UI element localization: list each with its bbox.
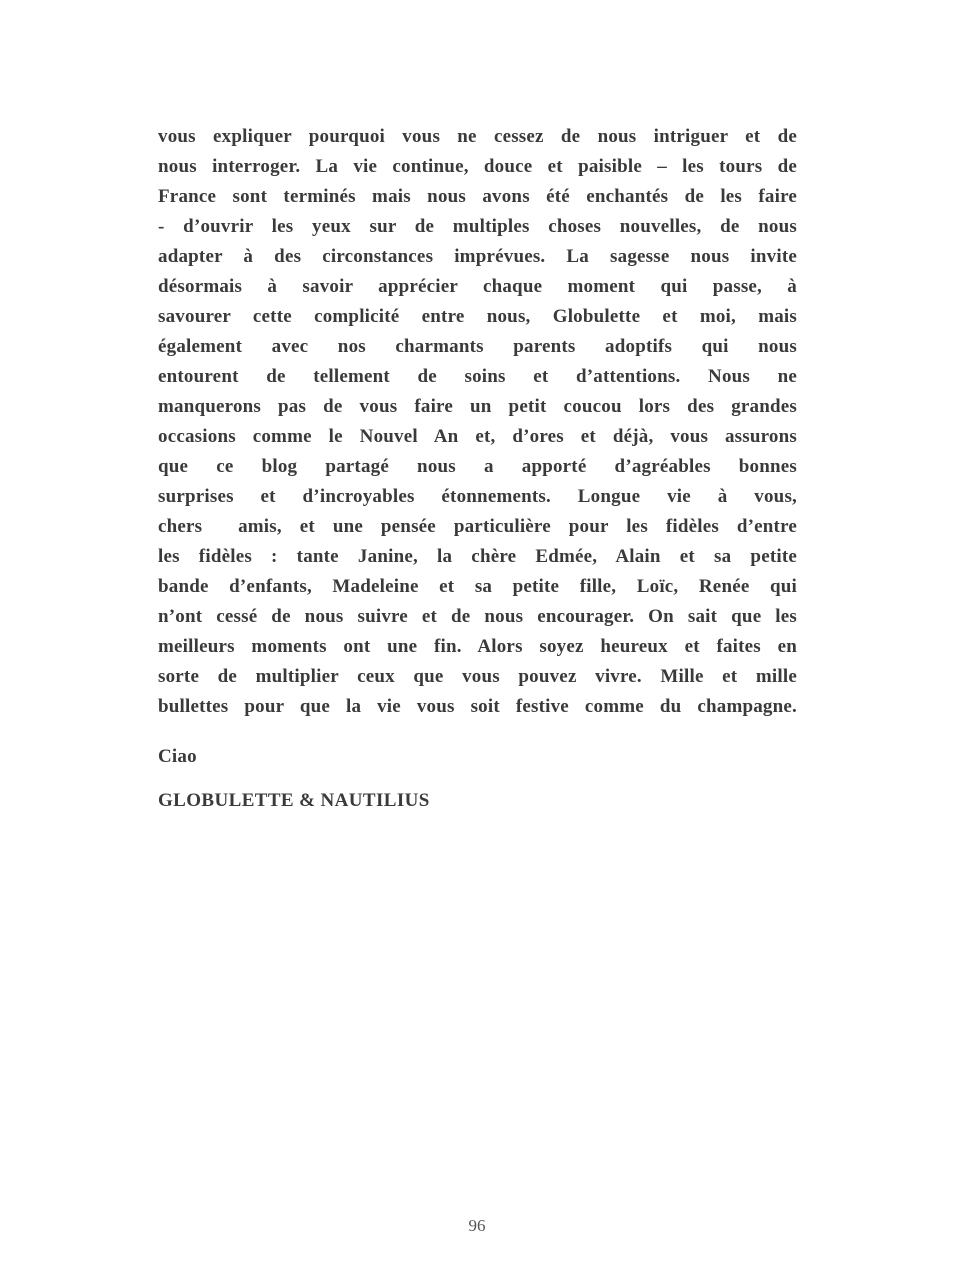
- closing-ciao: Ciao: [158, 746, 197, 767]
- text-line: France sont terminés mais nous avons été enchantés de les faire: [158, 186, 797, 207]
- paragraph: [158, 122, 797, 722]
- text-line: chers amis, et une pensée particulière pour les fidèles d’entre: [158, 516, 797, 537]
- signature-line: GLOBULETTE & NAUTILIUS: [158, 790, 430, 811]
- page-number: 96: [468, 1216, 486, 1235]
- text-line: meilleurs moments ont une fin. Alors soyez heureux et faites en: [158, 636, 797, 657]
- text-line: n’ont cessé de nous suivre et de nous encourager. On sait que les: [158, 606, 797, 627]
- text-line: surprises et d’incroyables étonnements. Longue vie à vous,: [158, 486, 797, 507]
- text-line: bande d’enfants, Madeleine et sa petite fille, Loïc, Renée qui: [158, 576, 797, 597]
- text-line: que ce blog partagé nous a apporté d’agréables bonnes: [158, 456, 797, 477]
- text-line: - d’ouvrir les yeux sur de multiples choses nouvelles, de nous: [158, 216, 797, 237]
- text-line: vous expliquer pourquoi vous ne cessez de nous intriguer et de: [158, 126, 797, 147]
- text-line: occasions comme le Nouvel An et, d’ores et déjà, vous assurons: [158, 426, 797, 447]
- text-line: savourer cette complicité entre nous, Globulette et moi, mais: [158, 306, 797, 327]
- text-line: désormais à savoir apprécier chaque moment qui passe, à: [158, 276, 797, 297]
- text-line: nous interroger. La vie continue, douce et paisible – les tours de: [158, 156, 797, 177]
- text-line: manquerons pas de vous faire un petit coucou lors des grandes: [158, 396, 797, 417]
- text-line: entourent de tellement de soins et d’attentions. Nous ne: [158, 366, 797, 387]
- text-line: également avec nos charmants parents adoptifs qui nous: [158, 336, 797, 357]
- text-line: bullettes pour que la vie vous soit festive comme du champagne.: [158, 696, 797, 717]
- text-line: adapter à des circonstances imprévues. La sagesse nous invite: [158, 246, 797, 267]
- text-line: sorte de multiplier ceux que vous pouvez vivre. Mille et mille: [158, 666, 797, 687]
- body-text: [158, 122, 797, 816]
- text-line: les fidèles : tante Janine, la chère Edmée, Alain et sa petite: [158, 546, 797, 567]
